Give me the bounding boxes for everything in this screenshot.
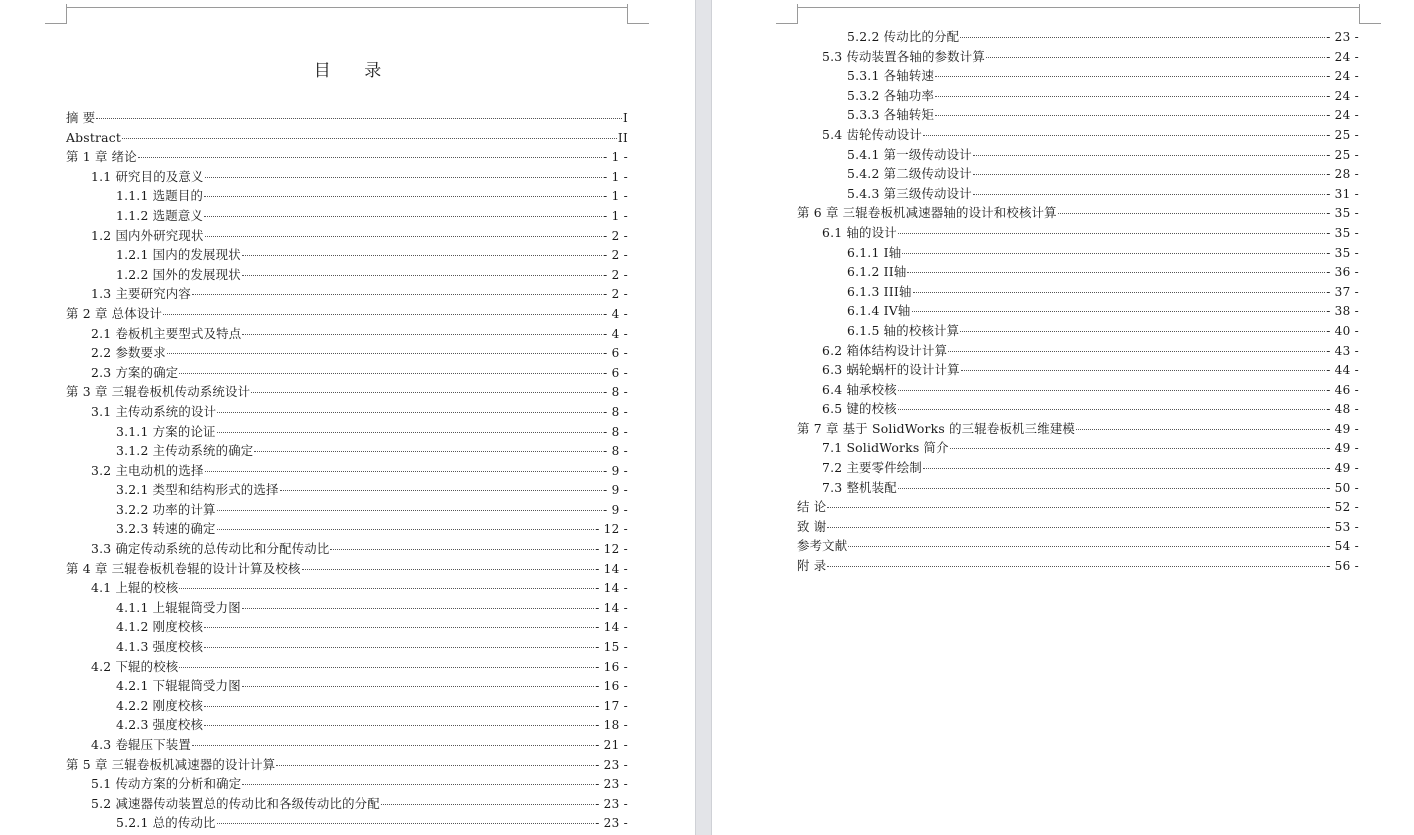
dot-leader (1058, 213, 1325, 214)
dot-leader (217, 510, 603, 511)
toc-entry-label: 附 录 (797, 558, 827, 574)
toc-entry-label: 3.1.1 方案的论证 (116, 423, 216, 439)
toc-entry[interactable] (797, 223, 1359, 243)
toc-entry[interactable] (797, 478, 1359, 498)
toc-entry[interactable] (66, 226, 628, 246)
dot-leader (898, 390, 1325, 391)
toc-entry-label: 4.1.2 刚度校核 (116, 619, 204, 635)
dot-leader (907, 272, 1325, 273)
toc-entry-label: 3.2.2 功率的计算 (116, 501, 216, 517)
toc-entry-page: - 50 - (1326, 480, 1359, 495)
toc-entry-page: - 16 - (595, 679, 628, 694)
toc-entry-page: - 37 - (1326, 284, 1359, 299)
toc-entry-page: II (617, 130, 628, 145)
toc-entry-label: 7.1 SolidWorks 简介 (822, 440, 949, 456)
toc-entry-label: 2.1 卷板机主要型式及特点 (91, 325, 242, 341)
toc-entry-label: 3.3 确定传动系统的总传动比和分配传动比 (91, 541, 330, 557)
toc-entry-label: 3.2 主电动机的选择 (91, 462, 204, 478)
toc-entry-page: - 23 - (595, 796, 628, 811)
toc-entry-label: 第 5 章 三辊卷板机减速器的设计计算 (66, 756, 276, 772)
toc-entry-page: - 1 - (603, 150, 628, 165)
toc-entry-label: 7.3 整机装配 (822, 479, 897, 495)
toc-entry[interactable] (66, 363, 628, 383)
toc-entry[interactable] (66, 813, 628, 833)
toc-entry-label: 5.3.2 各轴功率 (847, 87, 935, 103)
toc-entry-label: 5.2.1 总的传动比 (116, 815, 216, 831)
crop-mark (66, 7, 627, 8)
crop-mark (1359, 23, 1381, 24)
toc-entry-page: - 23 - (595, 816, 628, 831)
dot-leader (217, 412, 602, 413)
toc-entry-page: - 2 - (603, 248, 628, 263)
toc-entry[interactable] (66, 402, 628, 422)
dot-leader (381, 804, 594, 805)
dot-leader (122, 138, 617, 139)
toc-entry-page: - 6 - (603, 346, 628, 361)
crop-mark (1359, 4, 1360, 24)
toc-entry-label: 6.1.4 IV轴 (847, 303, 911, 319)
toc-entry-page: - 24 - (1326, 49, 1359, 64)
toc-entry-label: 7.2 主要零件绘制 (822, 460, 922, 476)
toc-entry[interactable] (797, 556, 1359, 576)
toc-entry[interactable] (66, 657, 628, 677)
toc-entry-label: 第 3 章 三辊卷板机传动系统设计 (66, 384, 251, 400)
dot-leader (912, 311, 1326, 312)
toc-entry[interactable] (66, 206, 628, 226)
dot-leader (96, 118, 622, 119)
toc-entry-page: - 48 - (1326, 402, 1359, 417)
toc-entry-label: 第 1 章 绪论 (66, 149, 137, 165)
toc-entry[interactable] (797, 536, 1359, 556)
dot-leader (961, 370, 1325, 371)
dot-leader (179, 667, 594, 668)
crop-mark (627, 4, 628, 24)
dot-leader (204, 216, 602, 217)
toc-entry[interactable] (797, 282, 1359, 302)
toc-entry[interactable] (66, 696, 628, 716)
toc-entry[interactable] (797, 301, 1359, 321)
toc-entry-page: - 14 - (595, 561, 628, 576)
dot-leader (242, 334, 602, 335)
toc-entry-page: - 16 - (595, 659, 628, 674)
toc-entry[interactable] (66, 382, 628, 402)
toc-entry-page: - 28 - (1326, 167, 1359, 182)
toc-entry[interactable] (797, 66, 1359, 86)
dot-leader (205, 471, 603, 472)
toc-entry[interactable] (66, 422, 628, 442)
toc-entry-page: - 49 - (1326, 441, 1359, 456)
toc-entry-label: 第 6 章 三辊卷板机减速器轴的设计和校核计算 (797, 205, 1057, 221)
toc-entry-page: - 46 - (1326, 382, 1359, 397)
toc-entry-label: 5.4.2 第二级传动设计 (847, 166, 972, 182)
toc-entry[interactable] (797, 360, 1359, 380)
dot-leader (898, 409, 1325, 410)
dot-leader (973, 155, 1325, 156)
dot-leader (179, 373, 602, 374)
toc-entry-page: - 4 - (603, 306, 628, 321)
toc-entry-label: 2.2 参数要求 (91, 345, 166, 361)
toc-entry[interactable] (797, 419, 1359, 439)
dot-leader (192, 745, 594, 746)
toc-entry-label: 4.2.1 下辊辊筒受力图 (116, 678, 241, 694)
toc-entry-label: 1.3 主要研究内容 (91, 286, 191, 302)
toc-entry-page: - 1 - (603, 189, 628, 204)
dot-leader (276, 765, 594, 766)
toc-entry-page: - 49 - (1326, 461, 1359, 476)
toc-entry-label: 3.1 主传动系统的设计 (91, 403, 217, 419)
toc-entry-page: - 15 - (595, 640, 628, 655)
dot-leader (163, 314, 602, 315)
toc-entry-page: - 24 - (1326, 108, 1359, 123)
toc-entry-label: 致 谢 (797, 518, 827, 534)
toc-entry-label: 6.1 轴的设计 (822, 224, 897, 240)
toc-entry-page: - 9 - (603, 502, 628, 517)
toc-entry-label: 5.3 传动装置各轴的参数计算 (822, 48, 985, 64)
dot-leader (242, 608, 594, 609)
toc-entry-label: 第 4 章 三辊卷板机卷辊的设计计算及校核 (66, 560, 301, 576)
toc-entry[interactable] (797, 380, 1359, 400)
toc-entry-label: 6.4 轴承校核 (822, 381, 897, 397)
document-page-left (0, 0, 695, 835)
toc-entry-page: - 12 - (595, 522, 628, 537)
dot-leader (205, 177, 603, 178)
toc-entry-page: - 9 - (603, 463, 628, 478)
toc-entry[interactable] (66, 480, 628, 500)
dot-leader (960, 331, 1325, 332)
toc-entry[interactable] (797, 458, 1359, 478)
dot-leader (827, 507, 1325, 508)
toc-entry[interactable] (66, 578, 628, 598)
toc-entry-label: 1.2 国内外研究现状 (91, 227, 204, 243)
dot-leader (280, 490, 603, 491)
toc-entry[interactable] (797, 164, 1359, 184)
toc-entry[interactable] (797, 125, 1359, 145)
dot-leader (204, 627, 594, 628)
toc-entry-label: 6.1.1 I轴 (847, 244, 902, 260)
toc-entry-page: - 8 - (603, 424, 628, 439)
toc-entry[interactable] (66, 539, 628, 559)
dot-leader (217, 823, 595, 824)
toc-entry-page: - 17 - (595, 698, 628, 713)
toc-entry-page: - 9 - (603, 483, 628, 498)
toc-entry[interactable] (66, 559, 628, 579)
toc-entry-label: 4.2 下辊的校核 (91, 658, 179, 674)
dot-leader (935, 115, 1325, 116)
toc-entry[interactable] (66, 637, 628, 657)
toc-entry[interactable] (797, 321, 1359, 341)
dot-leader (902, 253, 1325, 254)
dot-leader (179, 588, 594, 589)
toc-entry[interactable] (66, 324, 628, 344)
dot-leader (167, 353, 602, 354)
toc-entry-label: 5.1 传动方案的分析和确定 (91, 776, 242, 792)
dot-leader (242, 255, 602, 256)
dot-leader (973, 194, 1325, 195)
toc-entry[interactable] (66, 245, 628, 265)
toc-entry[interactable] (66, 794, 628, 814)
toc-entry[interactable] (797, 86, 1359, 106)
crop-mark (45, 23, 67, 24)
toc-entry-label: 结 论 (797, 499, 827, 515)
toc-entry[interactable] (66, 774, 628, 794)
dot-leader (330, 549, 594, 550)
toc-entry-page: - 23 - (595, 757, 628, 772)
dot-leader (935, 76, 1325, 77)
dot-leader (251, 392, 602, 393)
toc-entry[interactable] (66, 735, 628, 755)
toc-entry-page: - 6 - (603, 365, 628, 380)
toc-entry-page: - 18 - (595, 718, 628, 733)
dot-leader (302, 569, 595, 570)
toc-entry-label: 参考文献 (797, 538, 848, 554)
dot-leader (192, 294, 602, 295)
toc-entry-page: - 2 - (603, 228, 628, 243)
toc-entry[interactable] (797, 105, 1359, 125)
crop-mark (627, 23, 649, 24)
dot-leader (898, 488, 1325, 489)
toc-entry-page: I (622, 111, 628, 125)
toc-entry[interactable] (66, 598, 628, 618)
dot-leader (827, 527, 1325, 528)
toc-entry-label: 1.1.1 选题目的 (116, 188, 204, 204)
toc-entry-label: 第 7 章 基于 SolidWorks 的三辊卷板机三维建模 (797, 420, 1075, 436)
toc-entry-page: - 35 - (1326, 245, 1359, 260)
dot-leader (923, 135, 1325, 136)
toc-entry-page: - 25 - (1326, 147, 1359, 162)
toc-entry-page: - 49 - (1326, 421, 1359, 436)
toc-entry-page: - 52 - (1326, 500, 1359, 515)
toc-entry[interactable] (797, 243, 1359, 263)
dot-leader (254, 451, 602, 452)
toc-entry[interactable] (797, 438, 1359, 458)
toc-entry-page: - 2 - (603, 287, 628, 302)
toc-entry[interactable] (797, 262, 1359, 282)
toc-entry-label: 6.5 键的校核 (822, 401, 897, 417)
dot-leader (973, 174, 1325, 175)
toc-entry-page: - 43 - (1326, 343, 1359, 358)
toc-entry[interactable] (66, 304, 628, 324)
toc-entry-page: - 25 - (1326, 127, 1359, 142)
toc-entry-page: - 40 - (1326, 323, 1359, 338)
toc-entry-page: - 14 - (595, 620, 628, 635)
toc-entry-label: 1.1.2 选题意义 (116, 207, 204, 223)
toc-entry[interactable] (66, 186, 628, 206)
toc-entry-label: 1.2.2 国外的发展现状 (116, 266, 241, 282)
toc-entry-page: - 21 - (595, 738, 628, 752)
toc-entry-page: - 56 - (1326, 559, 1359, 574)
toc-entry-label: 5.2.2 传动比的分配 (847, 29, 960, 44)
toc-entry-label: 1.1 研究目的及意义 (91, 168, 204, 184)
toc-entry[interactable] (797, 184, 1359, 204)
toc-entry[interactable] (66, 108, 628, 128)
toc-entry[interactable] (66, 343, 628, 363)
toc-entry[interactable] (66, 284, 628, 304)
toc-entry-label: 4.1 上辊的校核 (91, 580, 179, 596)
toc-entry-page: - 8 - (603, 385, 628, 400)
toc-entry[interactable] (66, 461, 628, 481)
toc-entry-page: - 23 - (595, 777, 628, 792)
toc-entry[interactable] (797, 517, 1359, 537)
toc-entry[interactable] (66, 500, 628, 520)
toc-entry[interactable] (66, 676, 628, 696)
toc-entry[interactable] (797, 47, 1359, 67)
toc-entry-page: - 14 - (595, 600, 628, 615)
toc-entry-page: - 24 - (1326, 69, 1359, 84)
toc-entry-page: - 1 - (603, 208, 628, 223)
dot-leader (217, 529, 595, 530)
toc-entry-page: - 35 - (1326, 206, 1359, 221)
toc-entry[interactable] (66, 755, 628, 775)
toc-entry[interactable] (66, 519, 628, 539)
toc-entry[interactable] (66, 128, 628, 148)
toc-entry-label: 1.2.1 国内的发展现状 (116, 247, 241, 263)
toc-title: 目 录 (313, 61, 396, 81)
toc-entry-label: 6.3 蜗轮蜗杆的设计计算 (822, 362, 960, 378)
dot-leader (204, 706, 594, 707)
toc-entry-label: 5.3.1 各轴转速 (847, 68, 935, 84)
dot-leader (986, 57, 1325, 58)
dot-leader (913, 292, 1326, 293)
toc-list-left (66, 108, 628, 833)
toc-entry[interactable] (797, 341, 1359, 361)
dot-leader (950, 448, 1325, 449)
dot-leader (242, 686, 594, 687)
toc-entry-label: 6.1.5 轴的校核计算 (847, 322, 960, 338)
dot-leader (242, 784, 594, 785)
toc-entry-page: - 54 - (1326, 539, 1359, 554)
toc-entry[interactable] (66, 617, 628, 637)
toc-entry-page: - 36 - (1326, 265, 1359, 280)
toc-entry[interactable] (66, 265, 628, 285)
dot-leader (1076, 429, 1325, 430)
toc-entry[interactable] (66, 147, 628, 167)
toc-entry-label: 2.3 方案的确定 (91, 364, 179, 380)
dot-leader (948, 351, 1325, 352)
toc-entry[interactable] (797, 497, 1359, 517)
toc-entry[interactable] (797, 145, 1359, 165)
toc-entry-label: 3.2.1 类型和结构形式的选择 (116, 482, 279, 498)
toc-entry-page: - 4 - (603, 326, 628, 341)
toc-entry-page: - 1 - (603, 169, 628, 184)
dot-leader (898, 233, 1325, 234)
toc-entry[interactable] (66, 715, 628, 735)
toc-entry-label: 5.2 减速器传动装置总的传动比和各级传动比的分配 (91, 795, 380, 811)
toc-list-right (797, 27, 1359, 576)
dot-leader (204, 725, 594, 726)
toc-entry-label: Abstract (66, 129, 122, 145)
toc-entry-label: 5.4.3 第三级传动设计 (847, 185, 972, 201)
toc-entry-page: - 2 - (603, 267, 628, 282)
page-gutter (695, 0, 712, 835)
toc-entry[interactable] (66, 167, 628, 187)
dot-leader (827, 566, 1325, 567)
toc-entry[interactable] (66, 441, 628, 461)
toc-entry-page: - 38 - (1326, 304, 1359, 319)
toc-entry[interactable] (797, 203, 1359, 223)
toc-entry-label: 3.2.3 转速的确定 (116, 521, 216, 537)
toc-entry-label: 摘 要 (66, 110, 96, 125)
toc-entry-label: 4.1.1 上辊辊筒受力图 (116, 599, 241, 615)
crop-mark (776, 23, 798, 24)
dot-leader (138, 157, 602, 158)
toc-entry-label: 3.1.2 主传动系统的确定 (116, 443, 254, 459)
dot-leader (217, 432, 603, 433)
toc-entry-label: 4.2.3 强度校核 (116, 717, 204, 733)
toc-entry-label: 5.4.1 第一级传动设计 (847, 146, 972, 162)
toc-entry-page: - 8 - (603, 404, 628, 419)
dot-leader (848, 546, 1325, 547)
toc-entry-label: 4.1.3 强度校核 (116, 639, 204, 655)
dot-leader (205, 236, 603, 237)
toc-entry-page: - 12 - (595, 542, 628, 557)
toc-entry[interactable] (797, 27, 1359, 47)
toc-entry-label: 6.1.3 III轴 (847, 283, 912, 299)
toc-entry-page: - 23 - (1326, 30, 1359, 44)
dot-leader (960, 37, 1325, 38)
dot-leader (923, 468, 1325, 469)
toc-entry-page: - 24 - (1326, 88, 1359, 103)
toc-entry-label: 4.3 卷辊压下装置 (91, 737, 191, 752)
dot-leader (204, 196, 602, 197)
dot-leader (242, 275, 602, 276)
toc-entry-page: - 14 - (595, 581, 628, 596)
crop-mark (797, 7, 1359, 8)
toc-entry-label: 4.2.2 刚度校核 (116, 697, 204, 713)
toc-entry-label: 第 2 章 总体设计 (66, 305, 163, 321)
dot-leader (935, 96, 1325, 97)
toc-entry-page: - 53 - (1326, 519, 1359, 534)
toc-entry-label: 5.4 齿轮传动设计 (822, 126, 922, 142)
dot-leader (204, 647, 594, 648)
toc-entry[interactable] (797, 399, 1359, 419)
toc-entry-label: 6.2 箱体结构设计计算 (822, 342, 948, 358)
toc-entry-page: - 31 - (1326, 186, 1359, 201)
toc-entry-page: - 8 - (603, 444, 628, 459)
toc-entry-label: 6.1.2 II轴 (847, 264, 907, 280)
toc-entry-label: 5.3.3 各轴转矩 (847, 107, 935, 123)
toc-entry-page: - 35 - (1326, 225, 1359, 240)
toc-entry-page: - 44 - (1326, 363, 1359, 378)
